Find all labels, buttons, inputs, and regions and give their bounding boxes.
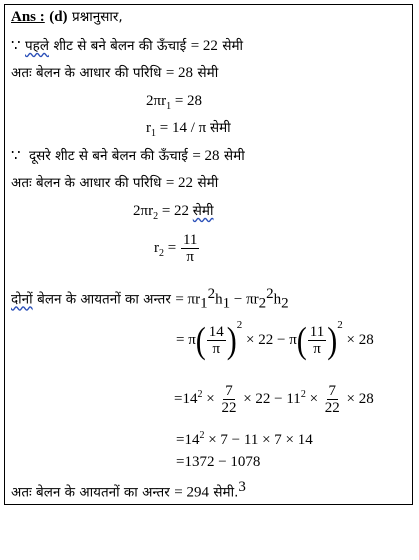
frac2-den: π — [313, 341, 321, 358]
both-word: दोनों — [11, 291, 33, 308]
paren-right-2: ) — [327, 319, 338, 361]
eq7-rhs: = 22 — [161, 203, 190, 219]
fraction-14-pi — [207, 324, 226, 357]
frac4-den: 22 — [324, 400, 340, 417]
because-symbol-2: ∵ — [11, 148, 21, 164]
eq10-mid: × 22 − π — [246, 332, 297, 348]
frac4-num: 7 — [328, 383, 337, 400]
final-eq: = 294 — [174, 484, 209, 501]
answer-header — [11, 8, 123, 26]
eq8-sub: 2 — [159, 247, 164, 259]
eq12-rest: × 7 − 11 × 7 × 14 — [204, 432, 313, 448]
vd-exp1: 2 — [207, 286, 216, 302]
ans-intro: प्रश्नानुसार, — [72, 9, 123, 25]
second-circ-text: अतः बेलन के आधार की परिधि — [11, 175, 162, 191]
ans-option: (d) — [49, 9, 68, 25]
frac2-num: 11 — [309, 324, 325, 341]
eq4-unit: सेमी — [209, 120, 231, 136]
eq11-x2: × — [305, 391, 319, 407]
paren-right-1: ) — [226, 319, 237, 361]
second-circ-eq: = 22 — [165, 175, 194, 191]
vd-r1-sub: 1 — [200, 295, 208, 312]
eq4-rhs: = 14 / π — [159, 120, 207, 136]
vd-minus: − πr — [230, 291, 259, 308]
ans-label: Ans : — [11, 9, 45, 25]
line-second-circumference — [11, 174, 218, 192]
vd-h1-sub: 1 — [222, 295, 231, 312]
eq11-a-pow: 2 — [197, 389, 203, 400]
eq3-rhs: = 28 — [174, 93, 203, 109]
eq11-end: × 28 — [346, 391, 374, 407]
eq11-mid-pow: 2 — [300, 389, 306, 400]
eq10-end: × 28 — [346, 332, 374, 348]
eq7-sub: 2 — [153, 211, 159, 222]
eq11-a: =14 — [174, 391, 198, 407]
second-circ-unit: सेमी — [197, 175, 219, 191]
vd-h2: h — [273, 291, 282, 308]
eq8-eq: = — [167, 239, 177, 256]
paren-left-2: ( — [296, 319, 307, 361]
vd-r2-sub: 2 — [258, 295, 267, 312]
paren-group-1 — [195, 318, 243, 361]
eq7-lhs: 2πr — [133, 203, 154, 219]
eq7-unit: सेमी — [192, 203, 214, 219]
frac3-num: 7 — [225, 383, 233, 400]
power-1: 2 — [236, 318, 243, 331]
eq13: =1372 − 1078 — [176, 454, 261, 470]
eq-2pir2 — [133, 202, 214, 226]
eq8-lhs: r — [154, 239, 159, 256]
line-final-answer — [11, 478, 246, 502]
second-height-text: दूसरे शीट से बने बेलन की ऊँचाई — [29, 148, 188, 164]
eq-r1 — [146, 119, 231, 143]
eq3-sub: 1 — [166, 101, 172, 112]
line-first-height — [11, 37, 243, 55]
eq10-eq: = — [176, 332, 185, 348]
line-volume-difference — [11, 285, 289, 312]
eq4-sub: 1 — [151, 128, 156, 139]
eq-simplify — [176, 427, 313, 449]
power-2: 2 — [337, 318, 343, 331]
fraction-7-22-a — [219, 383, 238, 416]
volume-diff-eq: = πr — [175, 291, 201, 308]
eq-2pir1 — [146, 92, 202, 116]
vd-h2-sub: 2 — [281, 295, 289, 312]
vd-h1: h — [215, 291, 223, 308]
first-word: पहले — [25, 38, 49, 54]
paren-group-2 — [296, 318, 343, 361]
eq12-a: =14 — [176, 432, 200, 448]
eq10-pi1: π — [188, 332, 196, 348]
vd-exp2: 2 — [266, 286, 274, 302]
frac3-den: 22 — [221, 400, 237, 417]
eq-substitution — [176, 320, 374, 361]
second-height-unit: सेमी — [224, 148, 245, 164]
first-circ-eq: = 28 — [165, 65, 194, 81]
fraction-7-22-b — [323, 383, 342, 416]
eq-subtract — [176, 453, 260, 471]
line-second-height — [11, 147, 245, 165]
paren-left-1: ( — [195, 319, 206, 361]
first-height-eq: = 22 — [190, 38, 218, 54]
eq-r2 — [154, 232, 200, 265]
first-circ-unit: सेमी — [197, 65, 219, 81]
eq4-lhs: r — [146, 120, 151, 136]
eq3-lhs: 2πr — [146, 93, 167, 109]
eq11-mid: × 22 − 11 — [243, 391, 301, 407]
final-pow: 3 — [238, 479, 246, 495]
volume-diff-text: बेलन के आयतनों का अन्तर — [37, 291, 171, 308]
fraction-11-pi — [308, 324, 326, 357]
line-first-circumference — [11, 64, 218, 82]
eq12-a-pow: 2 — [199, 430, 205, 441]
first-circ-text: अतः बेलन के आधार की परिधि — [11, 65, 162, 81]
first-height-text: शीट से बने बेलन की ऊँचाई — [53, 38, 187, 54]
final-text: अतः बेलन के आयतनों का अन्तर — [11, 484, 170, 501]
eq11-x1: × — [202, 391, 215, 407]
frac1-num: 14 — [208, 324, 224, 341]
second-height-eq: = 28 — [192, 148, 220, 164]
r2-fraction — [181, 232, 199, 265]
because-symbol: ∵ — [11, 38, 21, 54]
final-unit: सेमी. — [213, 484, 239, 501]
first-height-unit: सेमी — [222, 38, 244, 54]
frac1-den: π — [212, 341, 221, 358]
eq-numeric-step — [174, 378, 374, 416]
r2-denominator: π — [186, 249, 194, 265]
r2-numerator: 11 — [182, 232, 198, 248]
